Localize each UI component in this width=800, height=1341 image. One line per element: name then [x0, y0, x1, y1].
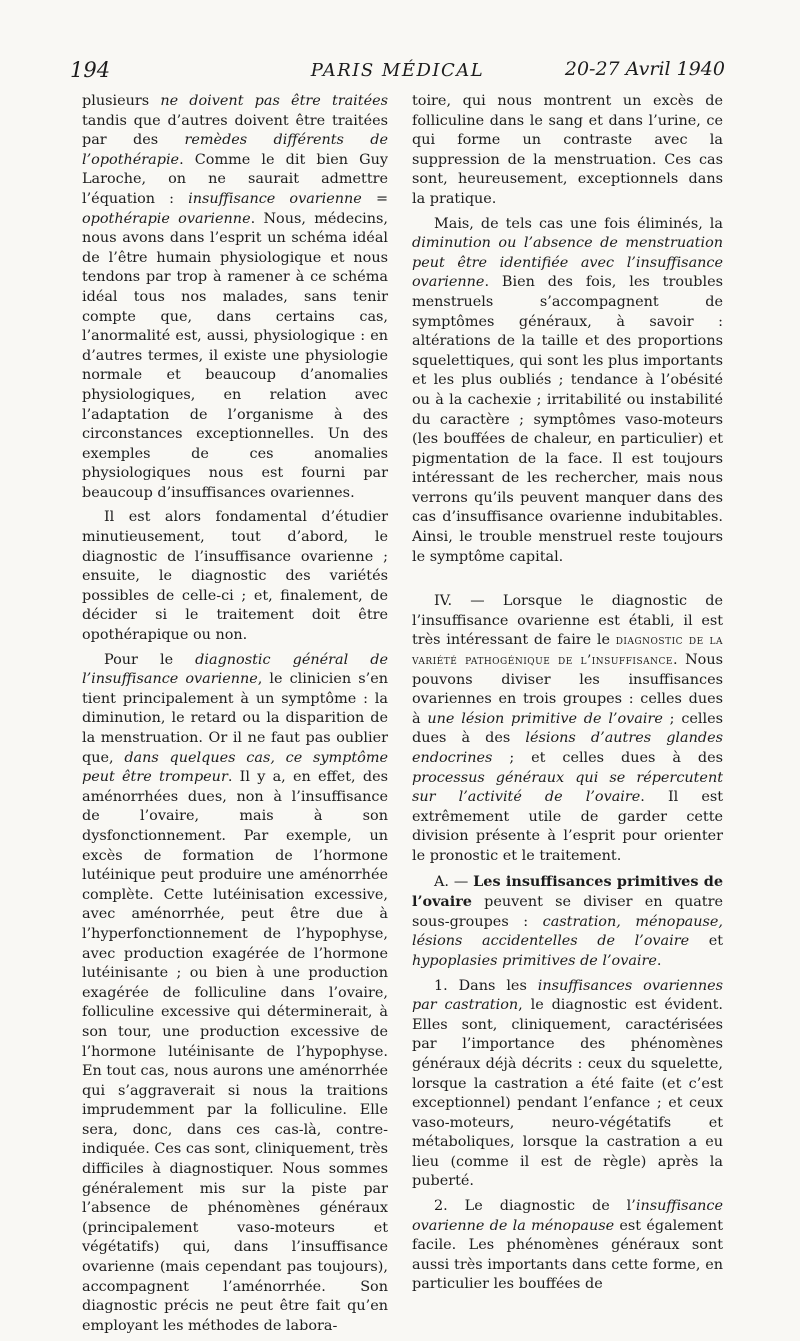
text-run: . Il est extrêmement utile de garder cette division présente à l’esprit pour orienter le pronostic et le traitement. [412, 789, 724, 864]
paragraph [412, 977, 723, 1193]
text-run: et [689, 933, 723, 950]
text-run: , le diagnostic est évident. Elles sont, cliniquement, caractérisées par l’importance des phénomènes généraux déjà décrits : ceux du squelette, lorsque la castration a été faite (et c’est exceptionnel) pendant l’enfance ; et ceux vaso-moteurs, neuro-végétatifs et métaboliques, lorsque la castration a eu lieu (comme il est de règle) après la puberté. [412, 997, 723, 1190]
italic-run: insuffisance ovarienne de la ménopause [412, 1198, 723, 1234]
paragraph [412, 215, 723, 568]
page-number: 194 [70, 58, 111, 82]
italic-run: insuffisances ovariennes par castration [412, 977, 723, 1014]
text-run: 1. Dans les [434, 977, 538, 994]
left-column [82, 92, 388, 1341]
italic-run: processus généraux qui se répercutent sur l’activité de l’ovaire [412, 769, 723, 806]
text-run: IV. — Lorsque le diagnostic de l’insuffisance ovarienne est établi, il est très intéressant de faire le [412, 593, 723, 649]
text-run: plusieurs [82, 93, 161, 109]
italic-run: hypoplasies primitives de l’ovaire [412, 952, 657, 969]
italic-run: ne doivent pas être traitées [160, 93, 388, 109]
subsection-a-paragraph [412, 872, 723, 972]
text-run: . Nous, médecins, nous avons dans l’esprit un schéma idéal de l’être humain physiologique et nous tendons par trop à ramener à ce schéma idéal tous nos malades, sans tenir compte que, dans certains cas, l’anormalité est, aussi, physiologique : en d’autres termes, il existe une physiologie normale et beaucoup d’anomalies physiologiques, en relation avec l’adaptation de l’organisme à des circonstances exceptionnelles. Un des exemples de ces anomalies physiologiques nous est fourni par beaucoup d’insuffisances ovariennes. [82, 210, 388, 501]
section-gap [412, 572, 723, 592]
text-run: . Comme le dit bien Guy Laroche, on ne saurait admettre l’équation : [82, 151, 388, 207]
italic-run: une lésion primitive de l’ovaire [427, 710, 663, 727]
text-run: Pour le [104, 651, 196, 668]
paragraph: toire, qui nous montrent un excès de folliculine dans le sang et dans l’urine, ce qui forme un contraste avec la suppression de la menstruation. Ces cas sont, heureusement, exceptionnels dans la pratique. [412, 93, 723, 207]
text-run: . Nous pouvons diviser les insuffisances ovariennes en trois groupes : celles dues à [412, 652, 723, 727]
issue-date: 20-27 Avril 1940 [564, 58, 725, 80]
italic-run: diagnostic général de l’insuffisance ovarienne [82, 651, 388, 688]
text-run: peuvent se diviser en quatre sous-groupes : [412, 894, 723, 930]
text-run: A. — [434, 873, 474, 890]
journal-title: PARIS MÉDICAL [310, 60, 485, 81]
italic-run: castration, ménopause, lésions accidentelles de l’ovaire [412, 913, 723, 950]
text-run: , le clinicien s’en tient principalement à un symptôme : la diminution, le retard ou la disparition de la menstruation. Or il ne faut pas oublier que, [82, 671, 388, 766]
text-run: . Bien des fois, les troubles menstruels s’accompagnent de symptômes généraux, à savoir : altérations de la taille et des proportions squelettiques, qui sont les plus importants et les plus oubliés ; tendance à l’obésité ou à la cachexie ; irritabilité ou instabilité du caractère ; symptômes vaso-moteurs (les bouffées de chaleur, en particulier) et pigmentation de la face. Il est toujours intéressant de les rechercher, mais nous verrons qu’ils peuvent manquer dans des cas d’insuffisance ovarienne indubitables. Ainsi, le trouble menstruel reste toujours le symptôme capital. [412, 274, 723, 565]
paragraph [412, 1197, 723, 1295]
text-run: ; et celles dues à des [492, 750, 723, 766]
italic-run: diminution ou l’absence de menstruation peut être identifiée avec l’insuffisance ovarienne [412, 235, 723, 291]
text-run: 2. Le diagnostic de l’ [434, 1198, 636, 1215]
text-run: . [656, 952, 662, 969]
italic-run: lésions d’autres glandes endocrines [412, 730, 723, 766]
text-run: est également facile. Les phénomènes généraux sont aussi très importants dans cette forme, en particulier les bouffées de [412, 1217, 723, 1293]
right-column [412, 92, 723, 1300]
paragraph [82, 651, 388, 1337]
paragraph: Il est alors fondamental d’étudier minutieusement, tout d’abord, le diagnostic de l’insuffisance ovarienne ; ensuite, le diagnostic des variétés possibles de celle-ci ; et, finalement, de décider si le traitement doit être opothérapique ou non. [82, 509, 388, 644]
section-iv-paragraph [412, 592, 723, 866]
page-header [70, 58, 725, 88]
italic-run: remèdes différents de l’opothérapie [82, 132, 388, 168]
bold-heading-run: Les insuffisances primitives de l’ovaire [412, 872, 723, 911]
text-run: ; celles dues à des [412, 710, 724, 747]
text-run: Mais, de tels cas une fois éliminés, la [434, 215, 723, 232]
text-run: tandis que d’autres doivent être traitées par des [82, 112, 388, 149]
italic-run: dans quelques cas, ce symptôme peut être trompeur [82, 749, 388, 786]
italic-run: insuffisance ovarienne = opothérapie ovarienne [82, 190, 388, 227]
paragraph [82, 92, 388, 503]
small-caps-run: diagnostic de la variété pathogénique de l’insuffisance [412, 633, 723, 669]
text-run: . Il y a, en effet, des aménorrhées dues, non à l’insuffisance de l’ovaire, mais à son dysfonctionnement. Par exemple, un excès de formation de l’hormone lutéinique peut produire une aménorrhée complète. Cette lutéinisation excessive, avec aménorrhée, peut être due à l’hyperfonctionnement de l’hypophyse, avec production exagérée de l’hormone lutéinisante ; ou bien à une production exagérée de folliculine dans l’ovaire, folliculine excessive qui déterminerait, à son tour, une production excessive de l’hormone lutéinisante de l’hypophyse. En tout cas, nous aurons une aménorrhée qui s’aggraverait si nous la traitions imprudemment par la folliculine. Elle sera, donc, dans ces cas-là, contre-indiquée. Ces cas sont, cliniquement, très difficiles à diagnostiquer. Nous sommes généralement mis sur la piste par l’absence de phénomènes généraux (principalement vaso-moteurs et végétatifs) qui, dans l’insuffisance ovarienne (mais cependant pas toujours), accompagnent l’aménorrhée. Son diagnostic précis ne peut être fait qu’en employant les méthodes de labora- [82, 769, 388, 1334]
